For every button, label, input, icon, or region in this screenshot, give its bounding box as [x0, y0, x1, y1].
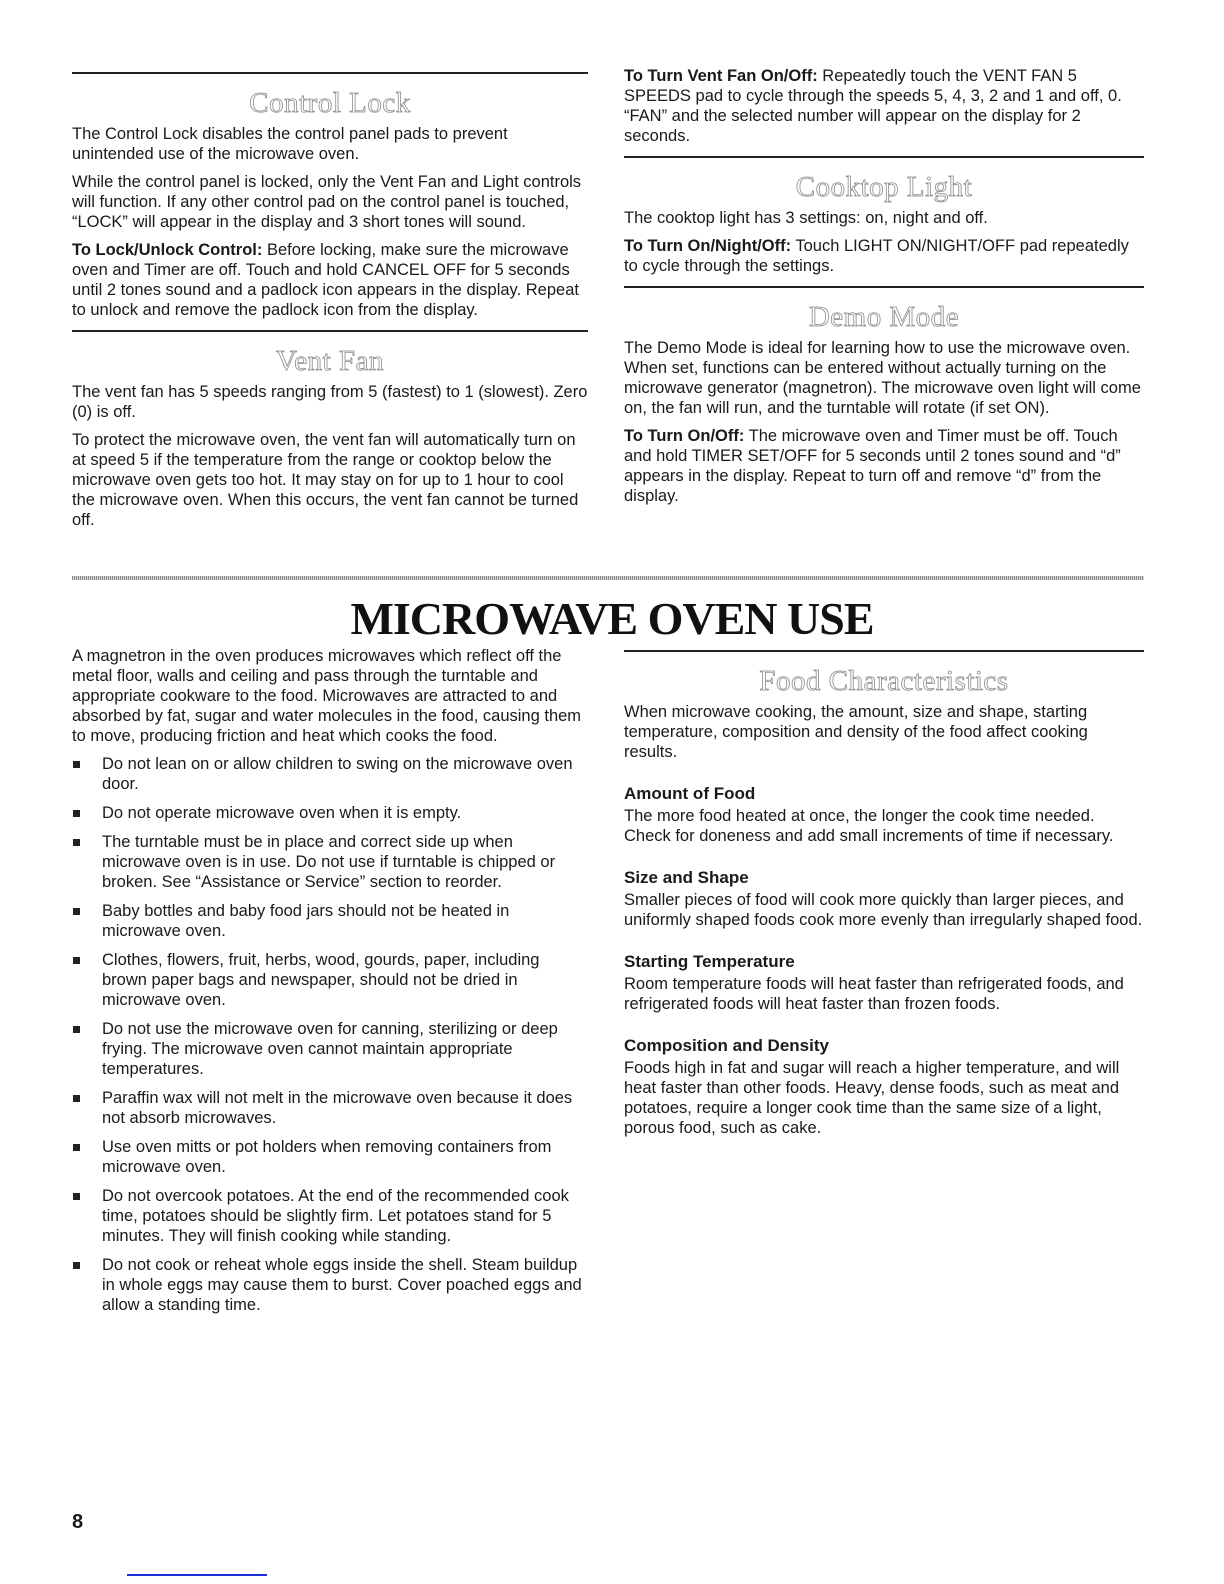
page-number: 8	[72, 1511, 84, 1533]
list-item-text: Clothes, flowers, fruit, herbs, wood, gourds, paper, including brown paper bags and newspaper, should not be dried in microwave oven.	[102, 951, 540, 1009]
vent-fan-p1: The vent fan has 5 speeds ranging from 5 (fastest) to 1 (slowest). Zero (0) is off.	[72, 383, 588, 421]
bullet-icon	[73, 839, 80, 846]
divider	[624, 650, 1144, 652]
bullet-icon	[73, 1026, 80, 1033]
list-item-text: Baby bottles and baby food jars should not be heated in microwave oven.	[102, 902, 510, 940]
list-item	[72, 1088, 588, 1128]
footer-line	[127, 1574, 267, 1576]
section-separator	[72, 576, 1144, 580]
right-column-bottom	[624, 650, 1144, 1146]
left-column-bottom	[72, 646, 588, 1324]
safety-list	[72, 754, 588, 1315]
list-item-text: Paraffin wax will not melt in the microwave oven because it does not absorb microwaves.	[102, 1089, 573, 1127]
list-item-text: The turntable must be in place and correct side up when microwave oven is in use. Do not use if turntable is chipped or broken. See “Assistance or Service” section to reorder.	[102, 833, 556, 891]
control-lock-text: Before locking, make sure the microwave oven and Timer are off. Touch and hold CANCEL OFF for 5 seconds until 2 tones sound and a padlock icon appears in the display. Repeat to unlock and remove the padlock icon from the display.	[72, 241, 579, 319]
bullet-icon	[73, 1095, 80, 1102]
cooktop-light-label: To Turn On/Night/Off:	[624, 237, 792, 255]
bullet-icon	[73, 1193, 80, 1200]
cooktop-light-p1: The cooktop light has 3 settings: on, night and off.	[624, 209, 988, 227]
composition-text: Foods high in fat and sugar will reach a higher temperature, and will heat faster than other foods. Heavy, dense foods, such as meat and potatoes, require a longer cook time than the same size of a light, porous food, such as cake.	[624, 1059, 1120, 1137]
food-characteristics-title: Food Characteristics	[759, 665, 1009, 697]
demo-mode-text: The microwave oven and Timer must be off. Touch and hold TIMER SET/OFF for 5 seconds until 2 tones sound and “d” appears in the display. Repeat to turn off and remove “d” from the display.	[624, 427, 1121, 505]
demo-mode-label: To Turn On/Off:	[624, 427, 745, 445]
list-item	[72, 1137, 588, 1177]
list-item	[72, 832, 588, 892]
food-intro: When microwave cooking, the amount, size and shape, starting temperature, composition and density of the food affect cooking results.	[624, 703, 1088, 761]
control-lock-p1: The Control Lock disables the control panel pads to prevent unintended use of the microwave oven.	[72, 125, 508, 163]
intro-paragraph: A magnetron in the oven produces microwaves which reflect off the metal floor, walls and ceiling and pass through the turntable and appropriate cookware to the food. Microwaves are attracted to and absorbed by fat, sugar and water molecules in the food, causing them to move, producing friction and heat which cooks the food.	[72, 647, 582, 745]
list-item-text: Do not lean on or allow children to swing on the microwave oven door.	[102, 755, 573, 793]
bullet-icon	[73, 908, 80, 915]
amount-text: The more food heated at once, the longer the cook time needed. Check for doneness and add small increments of time if necessary.	[624, 807, 1114, 845]
vent-fan-label: To Turn Vent Fan On/Off:	[624, 67, 818, 85]
demo-mode-p1: The Demo Mode is ideal for learning how to use the microwave oven. When set, functions can be entered without actually turning on the microwave generator (magnetron). The microwave oven light will come on, the fan will run, and the turntable will rotate (if set ON).	[624, 339, 1141, 417]
bullet-icon	[73, 1144, 80, 1151]
list-item-text: Do not operate microwave oven when it is empty.	[102, 804, 462, 822]
bullet-icon	[73, 1262, 80, 1269]
list-item	[72, 803, 588, 823]
amount-heading: Amount of Food	[624, 784, 756, 803]
list-item	[72, 1019, 588, 1079]
list-item	[72, 1255, 588, 1315]
divider	[72, 330, 588, 332]
list-item	[72, 1186, 588, 1246]
size-text: Smaller pieces of food will cook more quickly than larger pieces, and uniformly shaped foods cook more evenly than irregularly shaped food.	[624, 891, 1143, 929]
vent-fan-p2: To protect the microwave oven, the vent fan will automatically turn on at speed 5 if the temperature from the range or cooktop below the microwave oven gets too hot. It may stay on for up to 1 hour to cool the microwave oven. When this occurs, the vent fan cannot be turned off.	[72, 431, 579, 529]
main-heading: MICROWAVE OVEN USE	[350, 593, 874, 644]
composition-heading: Composition and Density	[624, 1036, 829, 1055]
list-item-text: Do not overcook potatoes. At the end of the recommended cook time, potatoes should be slightly firm. Let potatoes stand for 5 minutes. They will finish cooking while standing.	[102, 1187, 569, 1245]
size-heading: Size and Shape	[624, 868, 749, 887]
right-column-top	[624, 66, 1144, 514]
control-lock-title: Control Lock	[249, 87, 411, 119]
bullet-icon	[73, 810, 80, 817]
left-column-top	[72, 72, 588, 538]
cooktop-light-p2	[624, 236, 1144, 276]
control-lock-label: To Lock/Unlock Control:	[72, 241, 263, 259]
divider	[72, 72, 588, 74]
divider	[624, 286, 1144, 288]
cooktop-light-title: Cooktop Light	[795, 171, 973, 203]
cooktop-light-text: Touch LIGHT ON/NIGHT/OFF pad repeatedly to cycle through the settings.	[624, 237, 1129, 275]
temperature-heading: Starting Temperature	[624, 952, 795, 971]
temperature-text: Room temperature foods will heat faster than refrigerated foods, and refrigerated foods will heat faster than frozen foods.	[624, 975, 1124, 1013]
list-item-text: Do not use the microwave oven for canning, sterilizing or deep frying. The microwave oven cannot maintain appropriate temperatures.	[102, 1020, 558, 1078]
list-item	[72, 950, 588, 1010]
divider	[624, 156, 1144, 158]
demo-mode-title: Demo Mode	[808, 301, 960, 333]
list-item-text: Use oven mitts or pot holders when removing containers from microwave oven.	[102, 1138, 552, 1176]
vent-fan-p3	[624, 66, 1144, 146]
list-item-text: Do not cook or reheat whole eggs inside the shell. Steam buildup in whole eggs may cause them to burst. Cover poached eggs and allow a standing time.	[102, 1256, 582, 1314]
bullet-icon	[73, 957, 80, 964]
demo-mode-p2	[624, 426, 1144, 506]
vent-fan-text: Repeatedly touch the VENT FAN 5 SPEEDS pad to cycle through the speeds 5, 4, 3, 2 and 1 and off, 0. “FAN” and the selected number will appear on the display for 2 seconds.	[624, 67, 1122, 145]
bullet-icon	[73, 761, 80, 768]
vent-fan-title: Vent Fan	[276, 345, 384, 377]
list-item	[72, 754, 588, 794]
control-lock-p3	[72, 240, 588, 320]
list-item	[72, 901, 588, 941]
control-lock-p2: While the control panel is locked, only the Vent Fan and Light controls will function. If any other control pad on the control panel is touched, “LOCK” will appear in the display and 3 short tones will sound.	[72, 173, 582, 231]
